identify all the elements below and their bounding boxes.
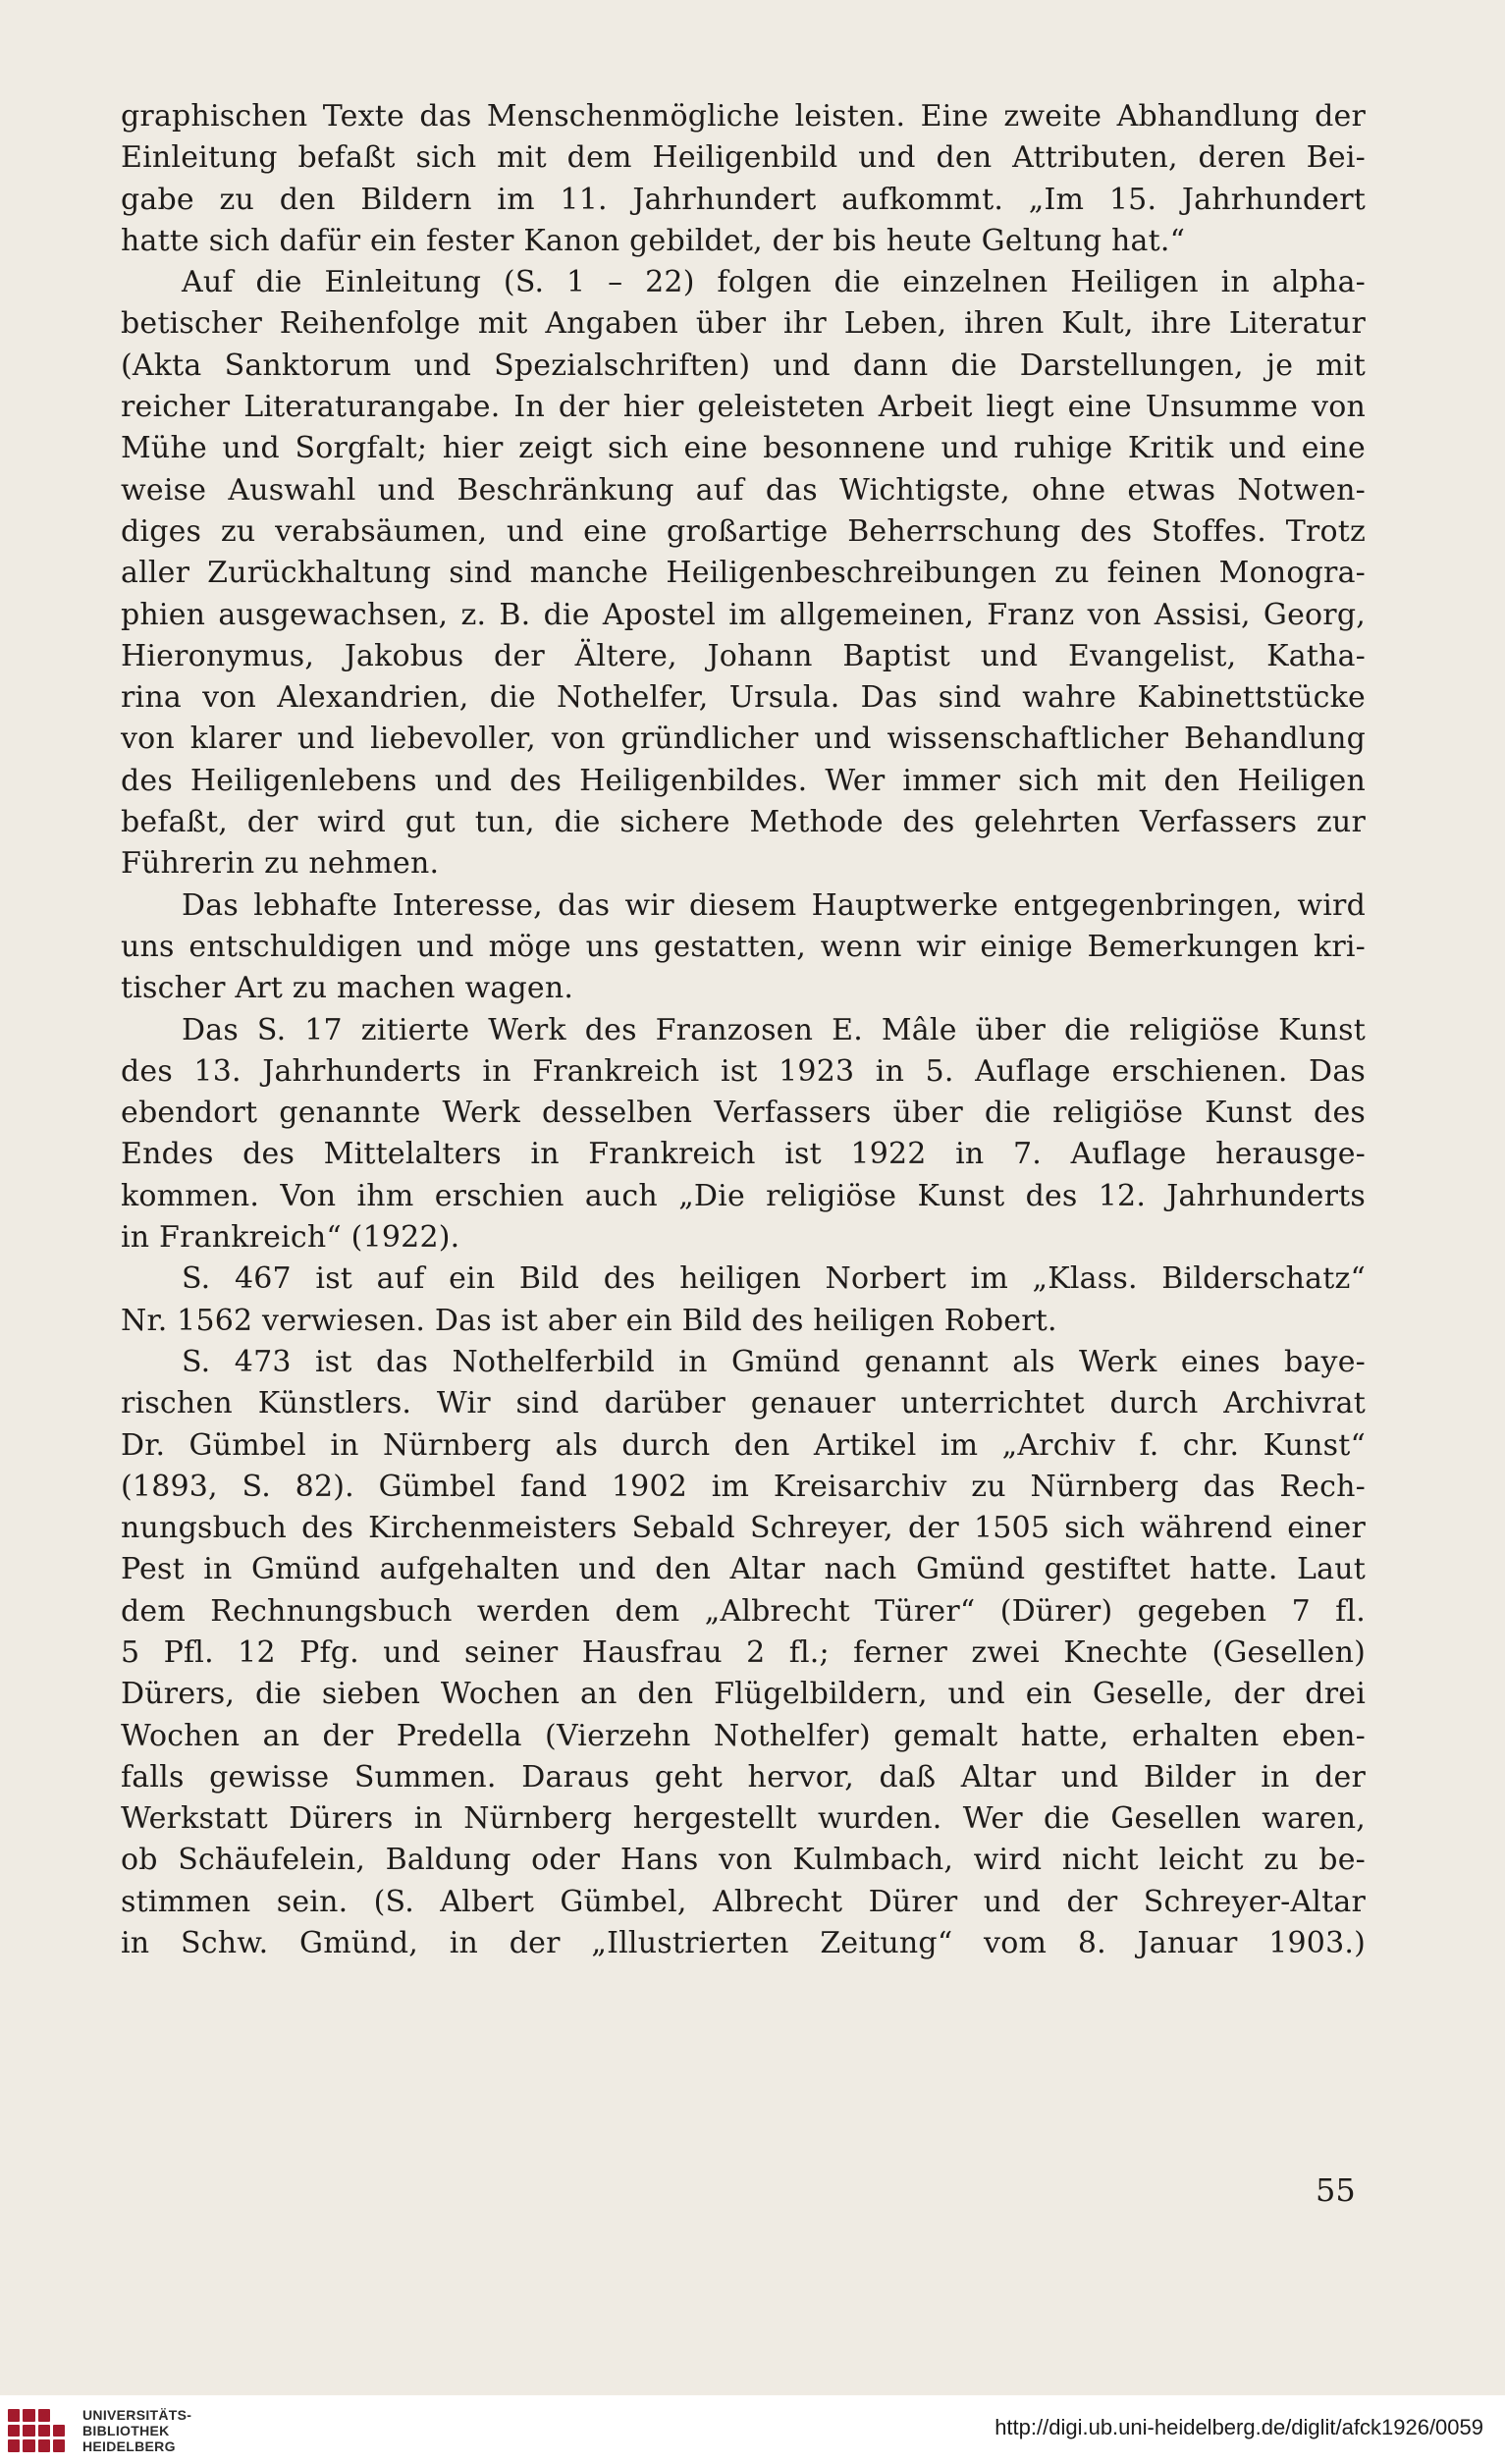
text-line: phien ausgewachsen, z. B. die Apostel im allgemeinen, Franz von Assisi, Georg, xyxy=(121,597,1366,632)
text-line: Einleitung befaßt sich mit dem Heiligenbild und den Attributen, deren Bei- xyxy=(121,140,1366,176)
text-line: gabe zu den Bildern im 11. Jahrhundert aufkommt. „Im 15. Jahrhundert xyxy=(121,182,1366,217)
text-line: nungsbuch des Kirchenmeisters Sebald Schreyer, der 1505 sich während einer xyxy=(121,1511,1366,1546)
text-line: Führerin zu nehmen. xyxy=(121,846,440,882)
text-line: graphischen Texte das Menschenmögliche leisten. Eine zweite Abhandlung der xyxy=(121,99,1366,134)
library-logo-icon xyxy=(8,2409,65,2452)
text-line: S. 467 ist auf ein Bild des heiligen Norbert im „Klass. Bilderschatz“ xyxy=(182,1261,1366,1297)
text-line: Endes des Mittelalters in Frankreich ist 1922 in 7. Auflage herausge- xyxy=(121,1137,1366,1172)
library-name xyxy=(82,2407,191,2454)
text-line: uns entschuldigen und möge uns gestatten, wenn wir einige Bemerkungen kri- xyxy=(121,929,1366,964)
text-line: tischer Art zu machen wagen. xyxy=(121,971,574,1006)
text-line: betischer Reihenfolge mit Angaben über ihr Leben, ihren Kult, ihre Literatur xyxy=(121,306,1366,342)
text-line: diges zu verabsäumen, und eine großartige Beherrschung des Stoffes. Trotz xyxy=(121,513,1366,549)
text-line: rischen Künstlers. Wir sind darüber genauer unterrichtet durch Archivrat xyxy=(121,1386,1366,1421)
text-line: kommen. Von ihm erschien auch „Die religiöse Kunst des 12. Jahrhunderts xyxy=(121,1178,1366,1213)
text-line: (Akta Sanktorum und Spezialschriften) und dann die Darstellungen, je mit xyxy=(121,348,1366,383)
text-line: Wochen an der Predella (Vierzehn Nothelfer) gemalt hatte, erhalten eben- xyxy=(121,1718,1366,1753)
library-name-line: UNIVERSITÄTS- xyxy=(82,2407,192,2423)
text-line: Dr. Gümbel in Nürnberg als durch den Artikel im „Archiv f. chr. Kunst“ xyxy=(121,1427,1366,1463)
text-line: Mühe und Sorgfalt; hier zeigt sich eine besonnene und ruhige Kritik und eine xyxy=(121,431,1366,466)
library-name-line: BIBLIOTHEK xyxy=(82,2423,170,2438)
text-line: rina von Alexandrien, die Nothelfer, Ursula. Das sind wahre Kabinettstücke xyxy=(121,680,1366,716)
text-line: des 13. Jahrhunderts in Frankreich ist 1923 in 5. Auflage erschienen. Das xyxy=(121,1053,1366,1089)
text-line: befaßt, der wird gut tun, die sichere Methode des gelehrten Verfassers zur xyxy=(121,805,1366,840)
text-line: weise Auswahl und Beschränkung auf das Wichtigste, ohne etwas Notwen- xyxy=(121,472,1366,508)
library-name-line: HEIDELBERG xyxy=(82,2438,176,2454)
text-line: von klarer und liebevoller, von gründlicher und wissenschaftlicher Behandlung xyxy=(121,722,1366,757)
text-line: Hieronymus, Jakobus der Ältere, Johann Baptist und Evangelist, Katha- xyxy=(121,638,1366,673)
text-line: in Frankreich“ (1922). xyxy=(121,1220,460,1256)
text-line: (1893, S. 82). Gümbel fand 1902 im Kreisarchiv zu Nürnberg das Rech- xyxy=(121,1469,1366,1504)
text-line: S. 473 ist das Nothelferbild in Gmünd genannt als Werk eines baye- xyxy=(182,1344,1366,1379)
text-line: aller Zurückhaltung sind manche Heiligenbeschreibungen zu feinen Monogra- xyxy=(121,556,1366,591)
text-line: dem Rechnungsbuch werden dem „Albrecht Türer“ (Dürer) gegeben 7 fl. xyxy=(121,1593,1366,1629)
page-number: 55 xyxy=(1316,2171,1356,2209)
text-line: hatte sich dafür ein fester Kanon gebildet, der bis heute Geltung hat.“ xyxy=(121,223,1186,258)
text-line: Werkstatt Dürers in Nürnberg hergestellt wurden. Wer die Gesellen waren, xyxy=(121,1801,1366,1837)
source-url-link[interactable]: http://digi.ub.uni-heidelberg.de/diglit/afck1926/0059 xyxy=(994,2415,1483,2439)
text-line: stimmen sein. (S. Albert Gümbel, Albrecht Dürer und der Schreyer-Altar xyxy=(121,1884,1366,1919)
text-line: ob Schäufelein, Baldung oder Hans von Kulmbach, wird nicht leicht zu be- xyxy=(121,1843,1366,1878)
text-line: 5 Pfl. 12 Pfg. und seiner Hausfrau 2 fl.; ferner zwei Knechte (Gesellen) xyxy=(121,1634,1366,1670)
text-line: ebendort genannte Werk desselben Verfassers über die religiöse Kunst des xyxy=(121,1096,1366,1131)
text-line: Auf die Einleitung (S. 1 – 22) folgen die einzelnen Heiligen in alpha- xyxy=(182,265,1366,300)
text-line: des Heiligenlebens und des Heiligenbildes. Wer immer sich mit den Heiligen xyxy=(121,763,1366,798)
text-line: Das lebhafte Interesse, das wir diesem Hauptwerke entgegenbringen, wird xyxy=(182,887,1366,923)
text-line: falls gewisse Summen. Daraus geht hervor, daß Altar und Bilder in der xyxy=(121,1759,1366,1794)
text-line: Pest in Gmünd aufgehalten und den Altar nach Gmünd gestiftet hatte. Laut xyxy=(121,1552,1366,1587)
text-line: in Schw. Gmünd, in der „Illustrierten Zeitung“ vom 8. Januar 1903.) xyxy=(121,1926,1366,1961)
text-line: Dürers, die sieben Wochen an den Flügelbildern, und ein Geselle, der drei xyxy=(121,1677,1366,1712)
text-line: reicher Literaturangabe. In der hier geleisteten Arbeit liegt eine Unsumme von xyxy=(121,390,1366,425)
text-line: Das S. 17 zitierte Werk des Franzosen E. Mâle über die religiöse Kunst xyxy=(182,1012,1366,1047)
body-text xyxy=(121,96,1366,1964)
text-line: Nr. 1562 verwiesen. Das ist aber ein Bild des heiligen Robert. xyxy=(121,1303,1057,1338)
